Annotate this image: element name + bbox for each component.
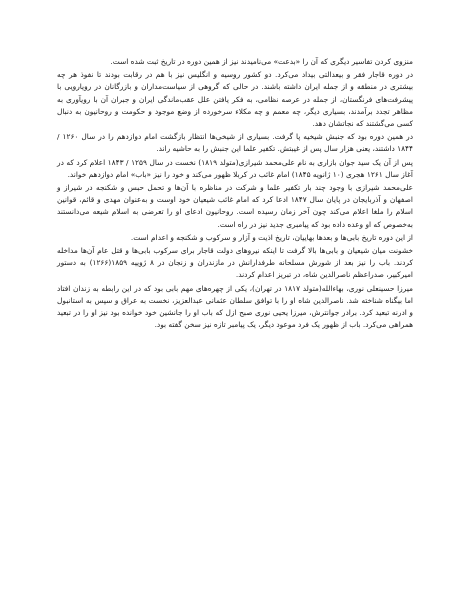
paragraph-bab-claim: پس از آن یک سید جوان بازاری به نام علی‌محمد شیرازی(متولد ۱۸۱۹) نخست در سال ۱۲۵۹ / ۱۸۴۳ اعلام کرد که در آغاز سال ۱۲۶۱ هجری (۱۰ ژانویه ۱۸۴۵) امام غائب در کربلا ظهور می‌کند و خود را نیز «باب» امام دوازدهم خواند. [57,157,413,179]
paragraph-babi-history: از این دوره تاریخ بابی‌ها و بعدها بهاییان، تاریخ اذیت و آزار و سرکوب و شکنجه و اعدام است. [130,232,413,242]
paragraph-shaykhism: در همین دوره بود که جنبش شیخیه پا گرفت. بسیاری از شیخی‌ها انتظار بازگشت امام دوازدهم را در سال ۱۲۶۰ / ۱۸۴۴ داشتند، یعنی هزار سال پس از غیبتش. تکفیر علما این جنبش را به حاشیه راند. [57,132,413,154]
paragraph-bab-persecution: علی‌محمد شیرازی با وجود چند بار تکفیر علما و شرکت در مناظره با آن‌ها و تحمل حبس و شکنجه در شیراز و اصفهان و آذربایجان در پایان سال ۱۸۴۷ ادعا کرد که امام غائب شیعیان خود اوست و به‌عنوان مهدی و قائم، قوانین اسلام را ملغا اعلام می‌کند چون آخر زمان رسیده است. روحانیون ادعای او را تعرضی به اسلام شیعه می‌دانستند به‌خصوص که او وعده داده بود که پیامبری جدید نیز در راه است. [57,183,413,229]
paragraph-bab-execution: خشونت میان شیعیان و بابی‌ها بالا گرفت تا اینکه نیروهای دولت قاجار برای سرکوب بابی‌ها و قتل عام آن‌ها مداخله کردند. باب را نیز بعد از شورش مسلحانه طرفدارانش در مازندران و زنجان در ۸ ژوییه ۱۸۵۹(۱۲۶۶) به دستور امیرکبیر، صدراعظم ناصرالدین شاه، در تبریز اعدام کردند. [57,246,413,280]
paragraph-bahaullah: میرزا حسینعلی نوری، بهاءالله(متولد ۱۸۱۷ در تهران)، یکی از چهره‌های مهم بابی بود که در این رابطه به زندان افتاد اما بیگناه شناخته شد. ناصرالدین شاه او را با توافق سلطان عثمانی عبدالعزیز، نخست به عراق و سپس به استانبول و ادرنه تبعید کرد. برادر جوانترش، میرزا یحیی نوری صبح ازل که باب او را جانشین خود خوانده بود نیز او را در تبعید همراهی می‌کرد. باب از ظهور یک فرد موعود دیگر، یک پیامبر تازه نیز سخن گفته بود. [57,283,414,330]
paragraph-qajar-era: در دوره قاجار فقر و بیعدالتی بیداد می‌کرد. دو کشور روسیه و انگلیس نیز با هم در رقابت بودند تا نفوذ هر چه بیشتری در منطقه و از جمله ایران داشته باشند. در حالی که گروهی از سیاست‌مداران و بازرگانان در رویارویی با پیشرفت‌های فرنگستان، از جمله در عرصه نظامی، به فکر یافتن علل عقب‌ماندگی ایران و جبران آن با رویآوری به مظاهر تجدد برآمدند، بسیاری دیگر، چه معمم و چه مکلاء سرخورده از وضع موجود و حکومت و روحانیون به دنبال کسی می‌گشتند که نجاتشان دهد. [57,70,413,129]
paragraph-bidat-history: منزوی کردن تفاسیر دیگری که آن را «بدعت» می‌نامیدند نیز از همین دوره در تاریخ ثبت شده است. [110,57,413,66]
